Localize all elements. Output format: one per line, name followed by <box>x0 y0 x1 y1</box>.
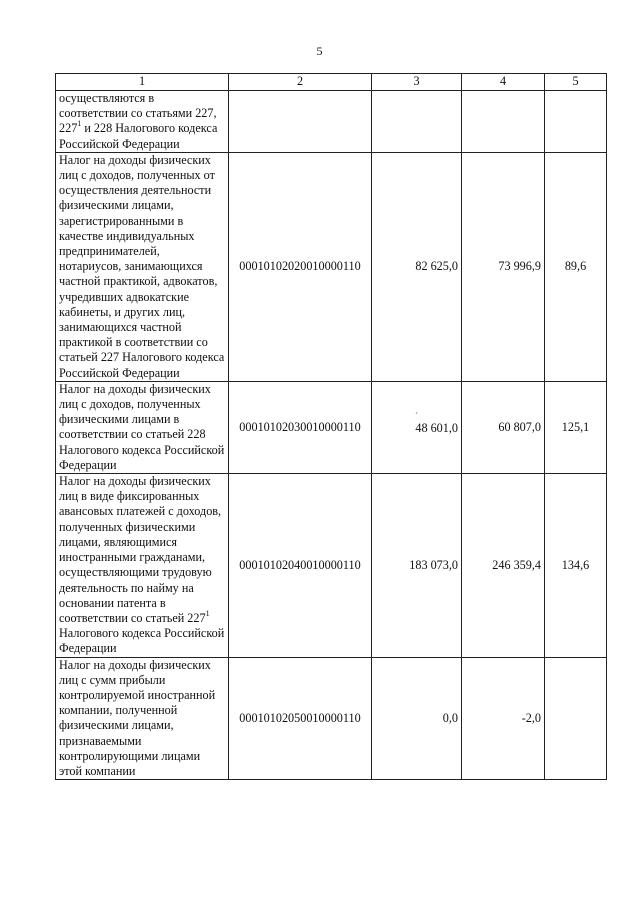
page-number: 5 <box>316 44 323 58</box>
table-row <box>56 474 607 657</box>
row-code: 00010102030010000110 <box>229 381 372 473</box>
header-row <box>56 74 607 91</box>
header-col-5: 5 <box>545 74 607 91</box>
row-code: 00010102040010000110 <box>229 474 372 657</box>
row-code: 00010102050010000110 <box>229 657 372 780</box>
row-col3: 82 625,0 <box>372 152 462 381</box>
table-row <box>56 152 607 381</box>
row-col4 <box>462 91 545 153</box>
row-col5: 134,6 <box>545 474 607 657</box>
row-col5: 89,6 <box>545 152 607 381</box>
row-name: Налог на доходы физических лиц с сумм прибыли контролируемой иностранной компании, полученной физическими лицами, признаваемыми контролирующими лицами этой компании <box>56 657 229 780</box>
row-name: Налог на доходы физических лиц с доходов, полученных физическими лицами в соответствии со статьей 228 Налогового кодекса Российской Федерации <box>56 381 229 473</box>
table-row <box>56 381 607 473</box>
row-col3: 0,0 <box>372 657 462 780</box>
row-col4: 73 996,9 <box>462 152 545 381</box>
table-row <box>56 657 607 780</box>
row-col3: ´ 48 601,0 <box>372 381 462 473</box>
row-name: Налог на доходы физических лиц с доходов, полученных от осуществления деятельности физическими лицами, зарегистрированными в качестве индивидуальных предпринимателей, нотариусов, занимающихся частной практикой, адвокатов, учредивших адвокатские кабинеты, и других лиц, занимающихся частной практикой в соответствии со статьей 227 Налогового кодекса Российской Федерации <box>56 152 229 381</box>
row-col5 <box>545 657 607 780</box>
row-name: Налог на доходы физических лиц в виде фиксированных авансовых платежей с доходов, полученных физическими лицами, являющимися иностранными гражданами, осуществляющими трудовую деятельность по найму на основании патента в соответствии со статьей $227^1$ Налогового кодекса Российской Федерации <box>56 474 229 657</box>
header-col-4: 4 <box>462 74 545 91</box>
row-col4: 60 807,0 <box>462 381 545 473</box>
row-col4: 246 359,4 <box>462 474 545 657</box>
row-name: осуществляются в соответствии со статьями 227, $227^1$ и 228 Налогового кодекса Российской Федерации <box>56 91 229 153</box>
row-code <box>229 91 372 153</box>
header-col-3: 3 <box>372 74 462 91</box>
row-col3 <box>372 91 462 153</box>
row-col5: 125,1 <box>545 381 607 473</box>
row-col4: -2,0 <box>462 657 545 780</box>
stray-mark: ´ <box>415 411 418 422</box>
row-col3: 183 073,0 <box>372 474 462 657</box>
row-col5 <box>545 91 607 153</box>
row-code: 00010102020010000110 <box>229 152 372 381</box>
budget-table <box>55 73 607 780</box>
table-row <box>56 91 607 153</box>
header-col-1: 1 <box>56 74 229 91</box>
header-col-2: 2 <box>229 74 372 91</box>
